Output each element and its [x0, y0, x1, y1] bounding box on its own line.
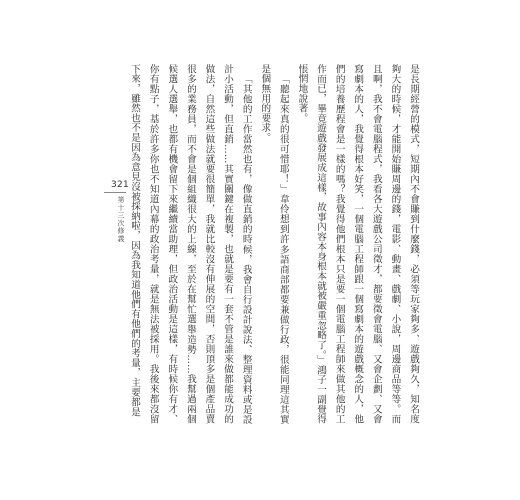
paragraph-1: 是長期經營的模式，短期內不會賺到什麼錢，必須等玩家夠多、遊戲夠久，知名度夠大的時候，才能開始賺周邊的錢，電影、動畫、戲劇、小說，周邊商品等等。而且啊，我不會電腦程式，我看各大遊戲公司徵才，都要徵會電腦、又會企劃、又會寫劇本的人，我覺得根本好笑，一個電腦工程師跟一個寫劇本的遊戲概念的人，他們的培養歷程會是一樣的嗎？我覺得他們根本只是要一個電腦工程師來做其他的工作而已，畢竟遊戲發展成這樣，故事內容本身根本就被嚴重忽略了。」鴻子一副覺得悵惘地說著。	[296, 64, 419, 424]
chapter-label: 第十三次修義	[116, 196, 124, 243]
paragraph-3: 「其他的工作當然也有，像做直銷的時候，我會自行設計說法、整理資料或是設計小活動，但直銷……其實關鍵在複製，也就是要有一套不管是誰來做都能成功的做法，自然這些做法就要很簡單，我就比較沒有伸展的空間，否則頂多是個產品賣很多的業務員，而不會是個組織很大的上線，至於在幫忙選舉造勢……我幫過兩個候選人選舉，也都有機會留下來繼續當助理，但政治活動是這樣，有時候你有才、你有點子，基於許多你也不知道內幕的政治考量，就是無法被採用。我後來都沒留下來，雖然也不是因為意見沒被採納啦，因為我知道他們有他們的考量，主要都是	[129, 64, 252, 424]
header-rule	[104, 192, 126, 193]
paragraph-2: 「聽起來真的很可惜耶！」韋伶想到許多語商部都要兼做行政，很能同理這其實是個無用的要求。	[259, 64, 289, 424]
page-number: 321	[111, 180, 130, 190]
body-text	[122, 64, 422, 424]
